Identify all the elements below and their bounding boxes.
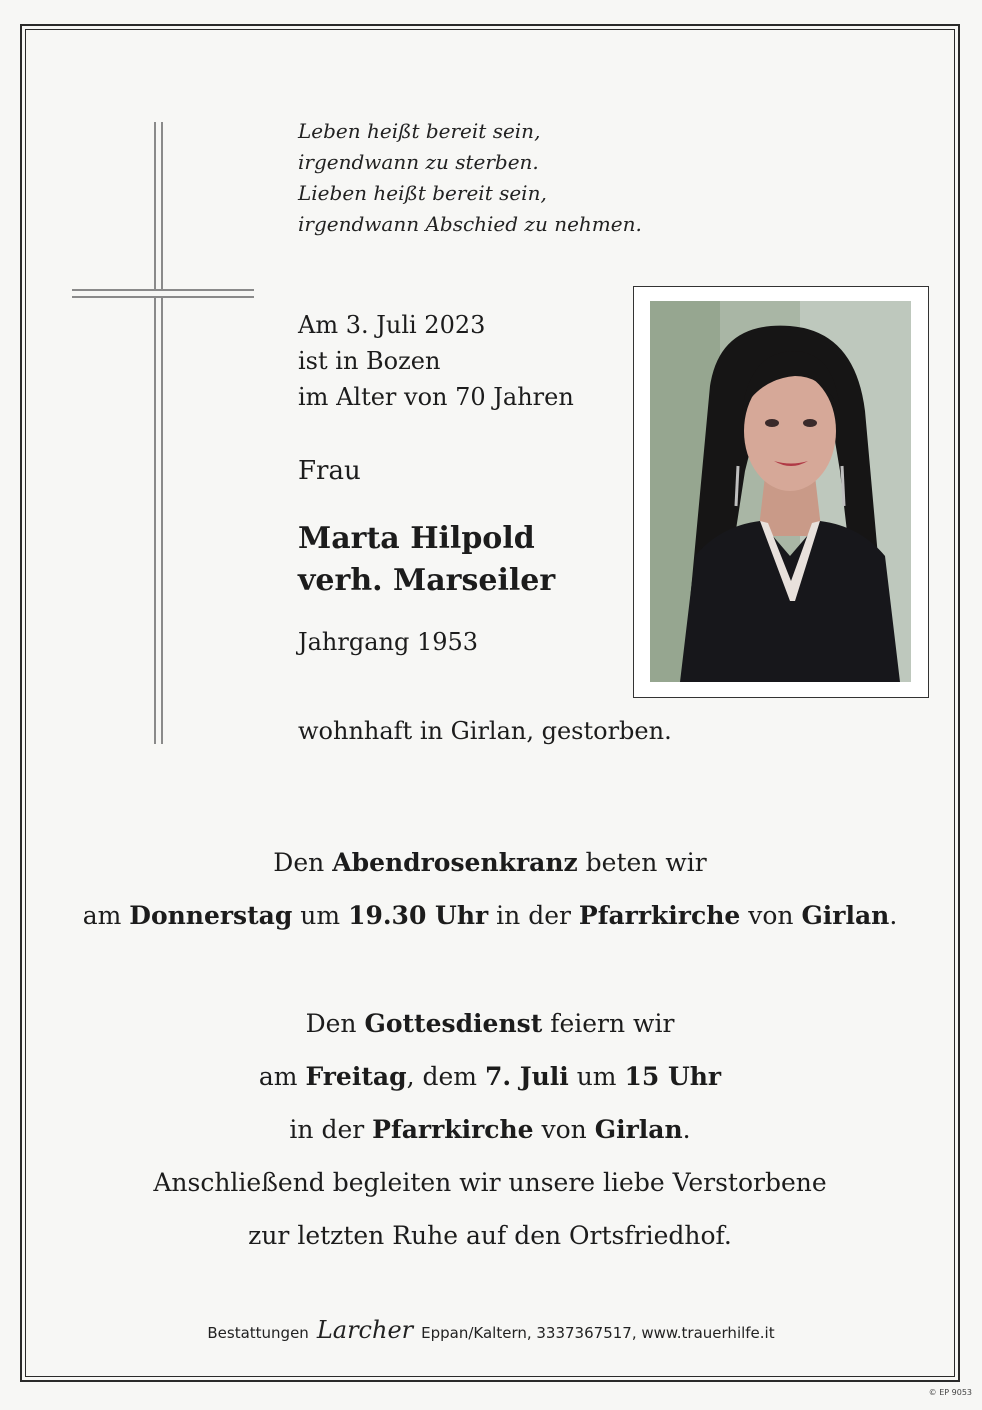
footer — [0, 1316, 982, 1344]
rosary-line-2 — [60, 889, 920, 942]
text: um — [568, 1062, 625, 1091]
service-time: 15 Uhr — [624, 1062, 722, 1091]
text: in der — [289, 1115, 373, 1144]
residence: wohnhaft in Girlan, gestorben. — [298, 717, 672, 745]
rosary-day: Donnerstag — [129, 901, 293, 930]
cross-icon-vertical — [154, 122, 163, 744]
rosary-place: Girlan — [801, 901, 890, 930]
salutation: Frau — [298, 456, 361, 486]
portrait-frame — [633, 286, 929, 698]
service-church: Pfarrkirche — [372, 1115, 534, 1144]
death-place: ist in Bozen — [298, 347, 441, 375]
service-line-5: zur letzten Ruhe auf den Ortsfriedhof. — [248, 1221, 732, 1250]
text: . — [889, 901, 898, 930]
death-announcement — [298, 307, 574, 415]
portrait-photo — [650, 301, 911, 682]
service-date: 7. Juli — [484, 1062, 569, 1091]
text: Den — [305, 1009, 365, 1038]
rosary-notice — [60, 836, 920, 942]
footer-prefix: Bestattungen — [207, 1324, 309, 1342]
print-code: © EP 9053 — [928, 1388, 972, 1397]
text: am — [82, 901, 130, 930]
cross-icon-center — [156, 291, 161, 296]
service-notice — [60, 997, 920, 1262]
text: , dem — [406, 1062, 485, 1091]
age: im Alter von 70 Jahren — [298, 383, 574, 411]
text: Den — [273, 848, 333, 877]
text: von — [533, 1115, 595, 1144]
poem-line: irgendwann Abschied zu nehmen. — [298, 212, 642, 236]
service-word: Gottesdienst — [364, 1009, 543, 1038]
rosary-church: Pfarrkirche — [578, 901, 741, 930]
birth-year: Jahrgang 1953 — [298, 628, 479, 656]
funeral-home-logo: Larcher — [316, 1316, 414, 1344]
cross-icon-horizontal — [72, 289, 254, 298]
service-place: Girlan — [594, 1115, 683, 1144]
service-line-4: Anschließend begleiten wir unsere liebe Verstorbene — [153, 1168, 827, 1197]
text: beten wir — [577, 848, 707, 877]
text: um — [292, 901, 349, 930]
text: am — [258, 1062, 306, 1091]
text: feiern wir — [542, 1009, 675, 1038]
name-line-1: Marta Hilpold — [298, 521, 535, 556]
deceased-name — [298, 518, 555, 602]
text: . — [682, 1115, 691, 1144]
name-line-2: verh. Marseiler — [298, 563, 556, 598]
text: von — [740, 901, 802, 930]
service-day: Freitag — [305, 1062, 407, 1091]
service-line-3 — [60, 1103, 920, 1156]
text: in der — [488, 901, 579, 930]
death-date: Am 3. Juli 2023 — [298, 311, 486, 339]
service-line-1 — [60, 997, 920, 1050]
poem — [298, 116, 642, 240]
service-line-2 — [60, 1050, 920, 1103]
rosary-time: 19.30 Uhr — [348, 901, 489, 930]
footer-contact: Eppan/Kaltern, 3337367517, www.trauerhilfe.it — [421, 1324, 775, 1342]
poem-line: irgendwann zu sterben. — [298, 150, 539, 174]
poem-line: Leben heißt bereit sein, — [298, 119, 541, 143]
rosary-word: Abendrosenkranz — [332, 848, 578, 877]
poem-line: Lieben heißt bereit sein, — [298, 181, 547, 205]
rosary-line-1 — [60, 836, 920, 889]
